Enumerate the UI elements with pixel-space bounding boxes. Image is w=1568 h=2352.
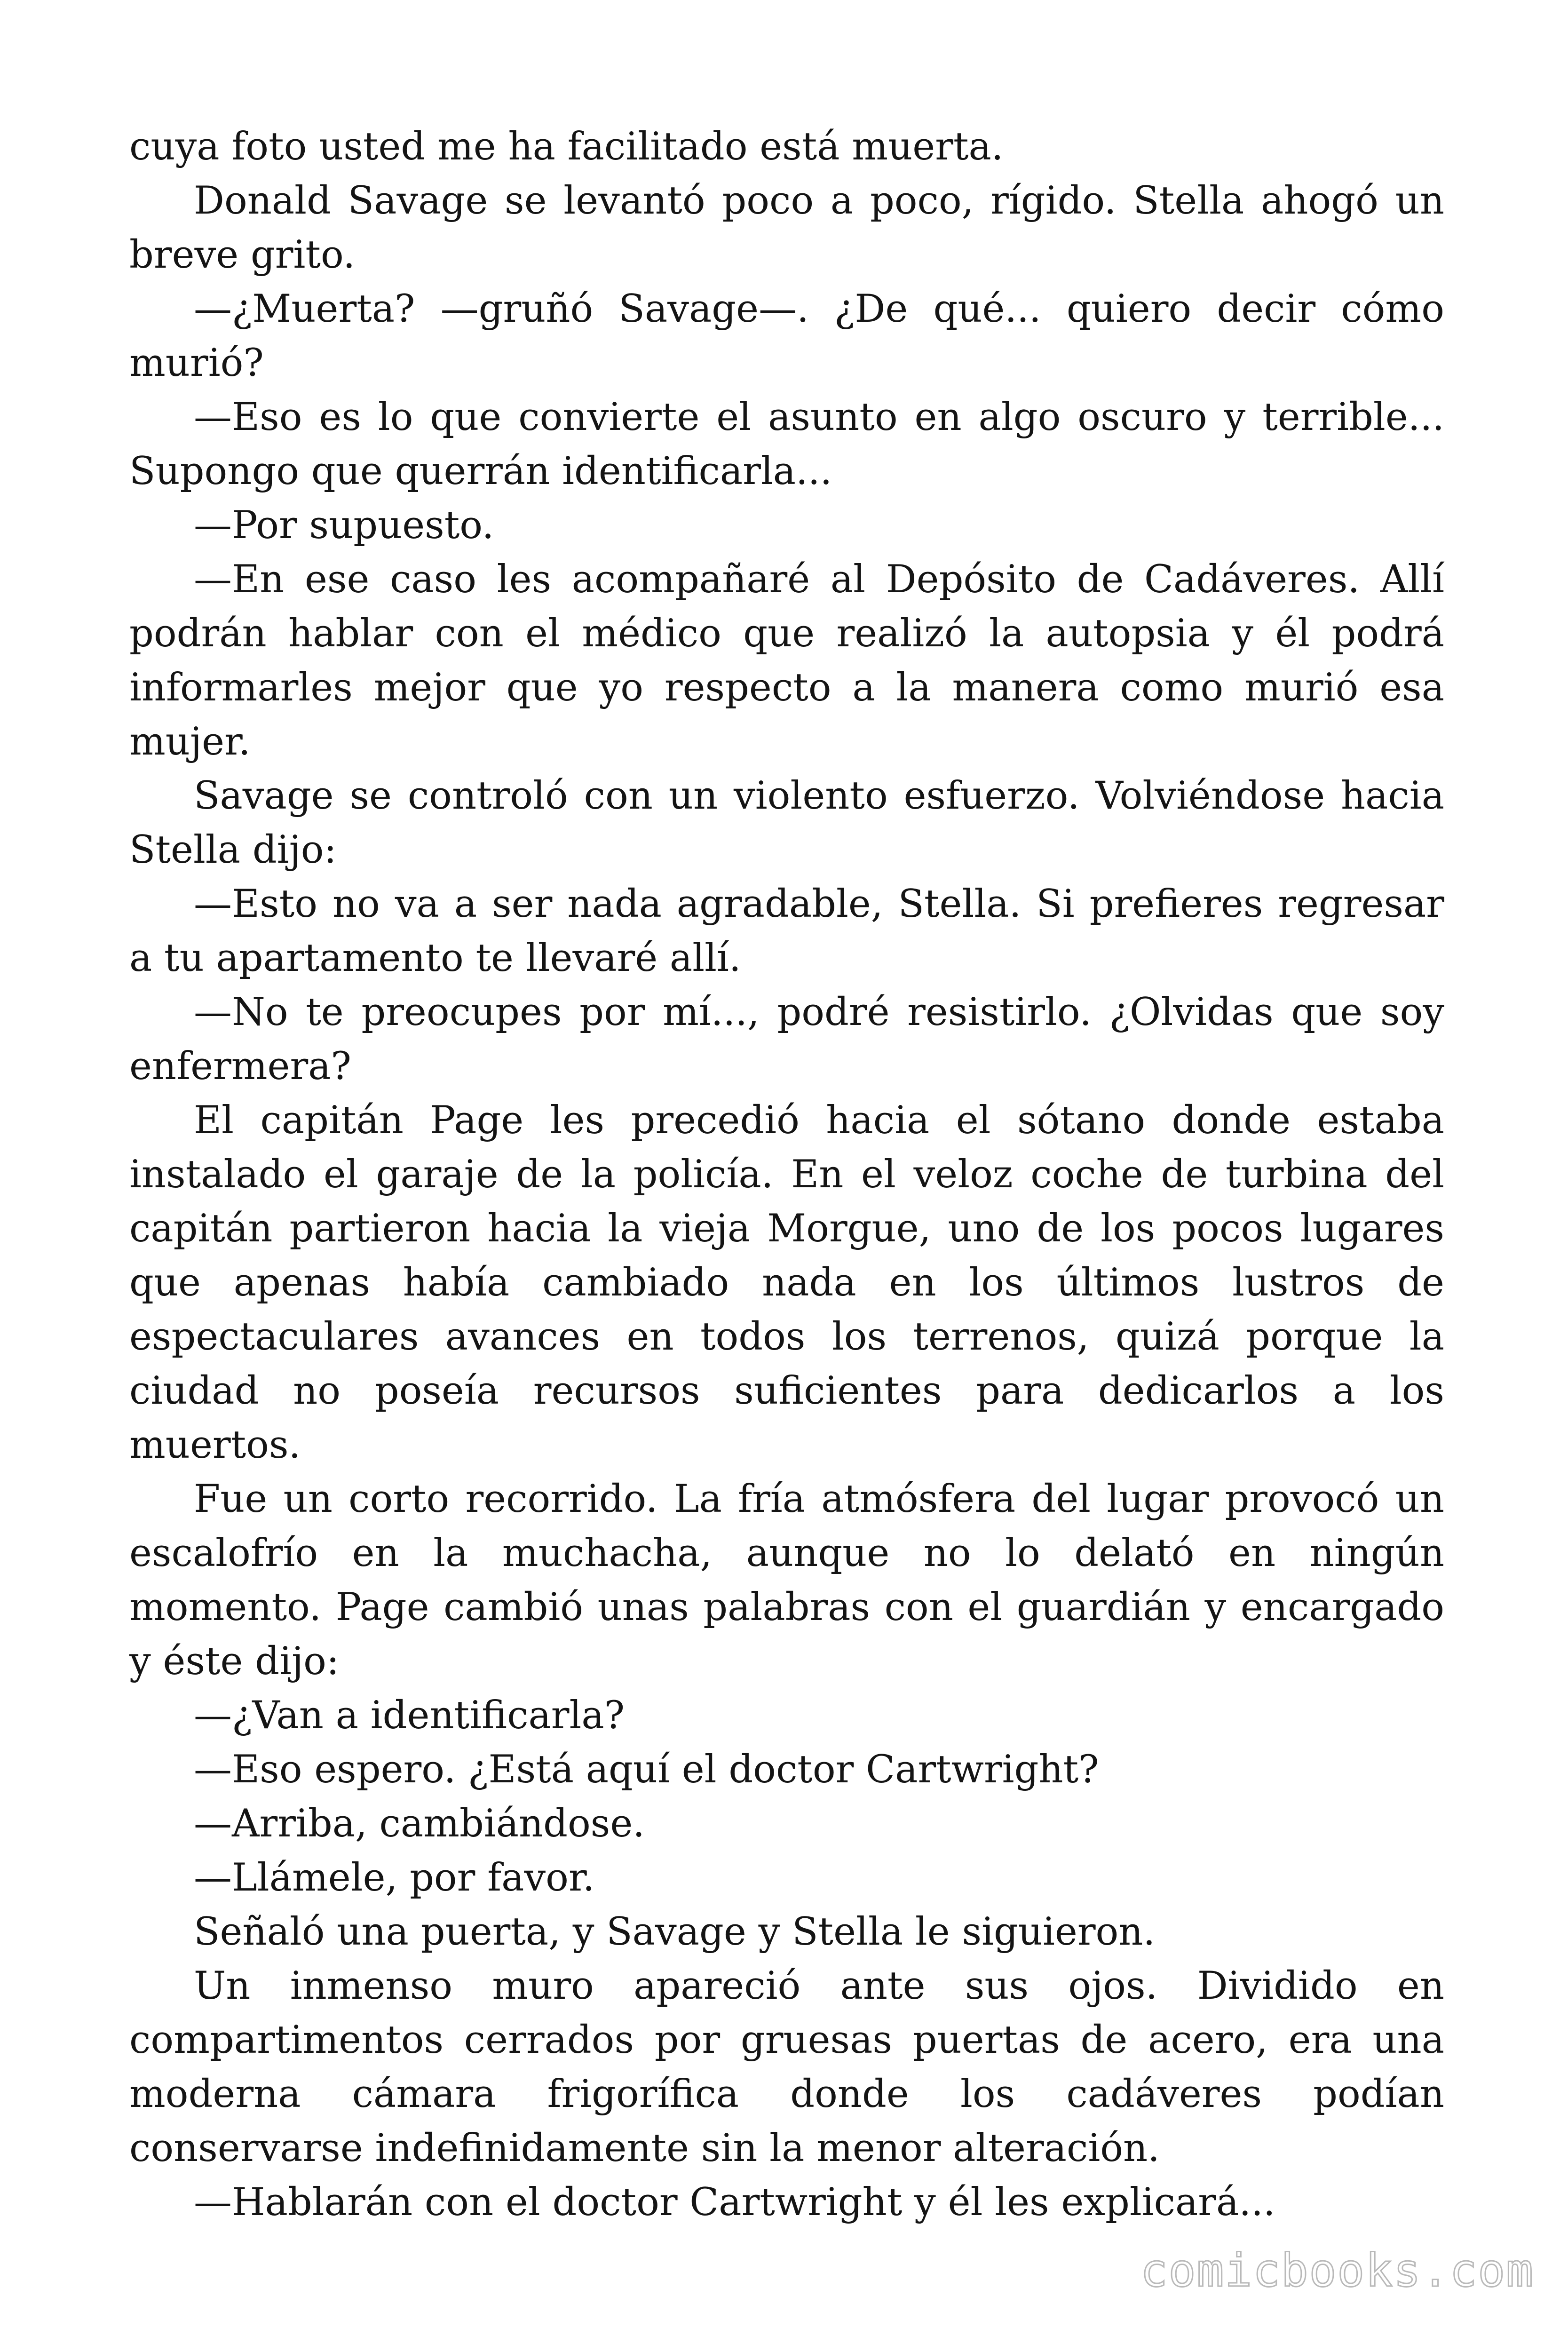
paragraph: Señaló una puerta, y Savage y Stella le siguieron. (194, 1910, 1156, 1954)
paragraph: Donald Savage se levantó poco a poco, rígido. Stella ahogó un breve grito. (129, 179, 1444, 277)
paragraph: —Por supuesto. (194, 503, 494, 548)
paragraph: Fue un corto recorrido. La fría atmósfera del lugar provocó un escalofrío en la muchacha, aunque no lo delató en ningún momento. Page cambió unas palabras con el guardián y encargado y éste dijo: (129, 1477, 1444, 1684)
paragraph: —Llámele, por favor. (194, 1856, 595, 1900)
paragraph: —Arriba, cambiándose. (194, 1802, 645, 1846)
paragraph: Un inmenso muro apareció ante sus ojos. Dividido en compartimentos cerrados por gruesas puertas de acero, era una moderna cámara frigorífica donde los cadáveres podían conservarse indefinidamente sin la menor alteración. (129, 1964, 1444, 2170)
paragraph: —¿Muerta? —gruñó Savage—. ¿De qué... quiero decir cómo murió? (129, 287, 1444, 385)
paragraph: —Eso espero. ¿Está aquí el doctor Cartwright? (194, 1748, 1099, 1792)
paragraph: —Eso es lo que convierte el asunto en algo oscuro y terrible... Supongo que querrán identificarla... (129, 395, 1444, 493)
paragraph: —No te preocupes por mí..., podré resistirlo. ¿Olvidas que soy enfermera? (129, 990, 1444, 1089)
paragraph: —Esto no va a ser nada agradable, Stella. Si prefieres regresar a tu apartamento te llevaré allí. (129, 882, 1444, 980)
page-body (129, 120, 1444, 2230)
paragraph: El capitán Page les precedió hacia el sótano donde estaba instalado el garaje de la policía. En el veloz coche de turbina del capitán partieron hacia la vieja Morgue, uno de los pocos lugares que apenas había cambiado nada en los últimos lustros de espectaculares avances en todos los terrenos, quizá porque la ciudad no poseía recursos suficientes para dedicarlos a los muertos. (129, 1098, 1444, 1467)
paragraph: cuya foto usted me ha facilitado está muerta. (129, 125, 1004, 169)
paragraph: —Hablarán con el doctor Cartwright y él les explicará... (194, 2180, 1275, 2225)
paragraph: —¿Van a identificarla? (194, 1693, 625, 1738)
watermark: comicbooks.com (1140, 2244, 1534, 2297)
paragraph: —En ese caso les acompañaré al Depósito de Cadáveres. Allí podrán hablar con el médico que realizó la autopsia y él podrá informarles mejor que yo respecto a la manera como murió esa mujer. (129, 557, 1444, 764)
paragraph: Savage se controló con un violento esfuerzo. Volviéndose hacia Stella dijo: (129, 774, 1444, 872)
